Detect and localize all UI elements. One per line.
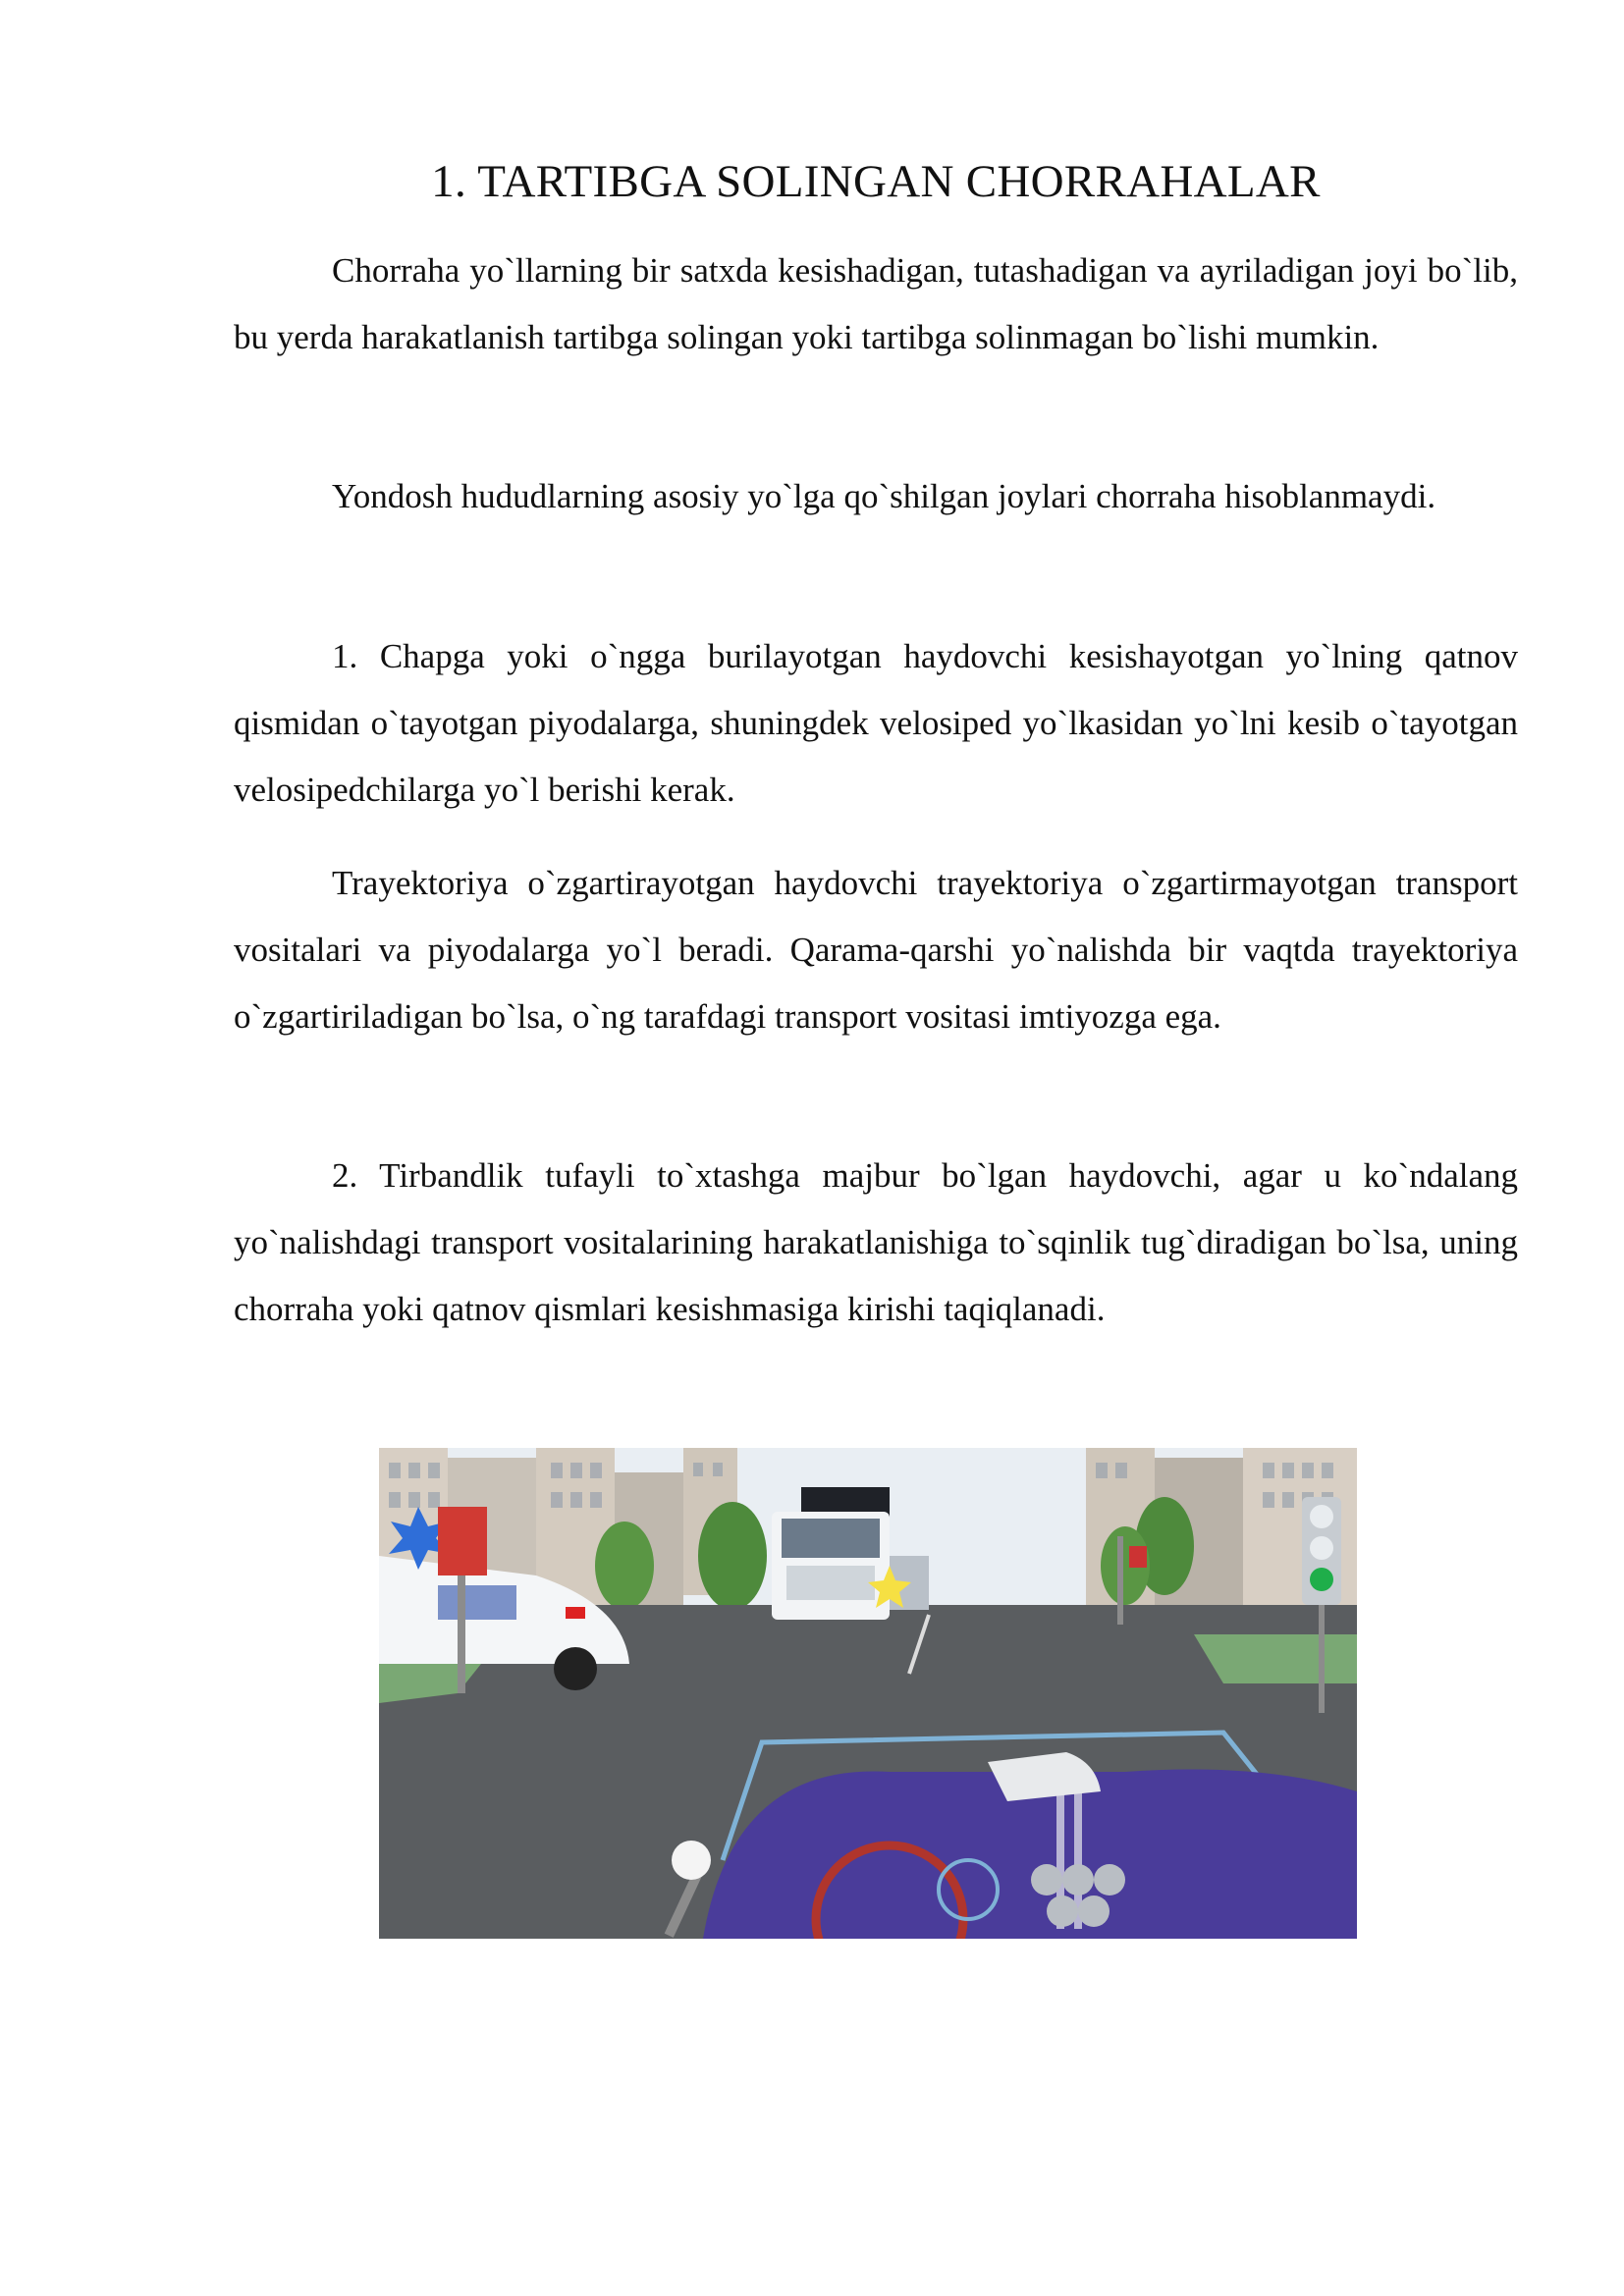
green-signal-icon [1310,1568,1333,1591]
paragraph-adjacent-areas: Yondosh hududlarning asosiy yo`lga qo`shilgan joylari chorraha hisoblanmaydi. [332,477,1436,515]
small-signal-pole [1117,1536,1123,1625]
road-sign [438,1507,487,1575]
paragraph-rule-1: 1. Chapga yoki o`ngga burilayotgan haydovchi kesishayotgan yo`lning qatnov qismidan o`tayotgan piyodalarga, shuningdek velosiped yo`lkasidan yo`lni kesib o`tayotgan velosipedchilarga yo`l berishi kerak. [234,637,1518,809]
paragraph-trajectory: Trayektoriya o`zgartirayotgan haydovchi trayektoriya o`zgartirmayotgan transport vositalari va piyodalarga yo`l beradi. Qarama-qarshi yo`nalishda bir vaqtda trayektoriya o`zgartiriladigan bo`lsa, o`ng tarafdagi transport vositasi imtiyozga ega. [234,864,1518,1036]
page-title: 1. TARTIBGA SOLINGAN CHORRAHALAR [431,156,1321,207]
gear-knob [672,1841,711,1880]
small-signal [1129,1546,1147,1568]
intersection-illustration [379,1448,1357,1939]
paragraph-rule-2: 2. Tirbandlik tufayli to`xtashga majbur bo`lgan haydovchi, agar u ko`ndalang yo`nalishdagi transport vositalarining harakatlanishiga to`sqinlik tug`diradigan bo`lsa, uning chorraha yoki qatnov qismlari kesishmasiga kirishi taqiqlanadi. [234,1156,1518,1328]
paragraph-intersection-definition: Chorraha yo`llarning bir satxda kesishadigan, tutashadigan va ayriladigan joyi bo`lib, bu yerda harakatlanish tartibga solingan yoki tartibga solinmagan bo`lishi mumkin. [234,251,1518,356]
